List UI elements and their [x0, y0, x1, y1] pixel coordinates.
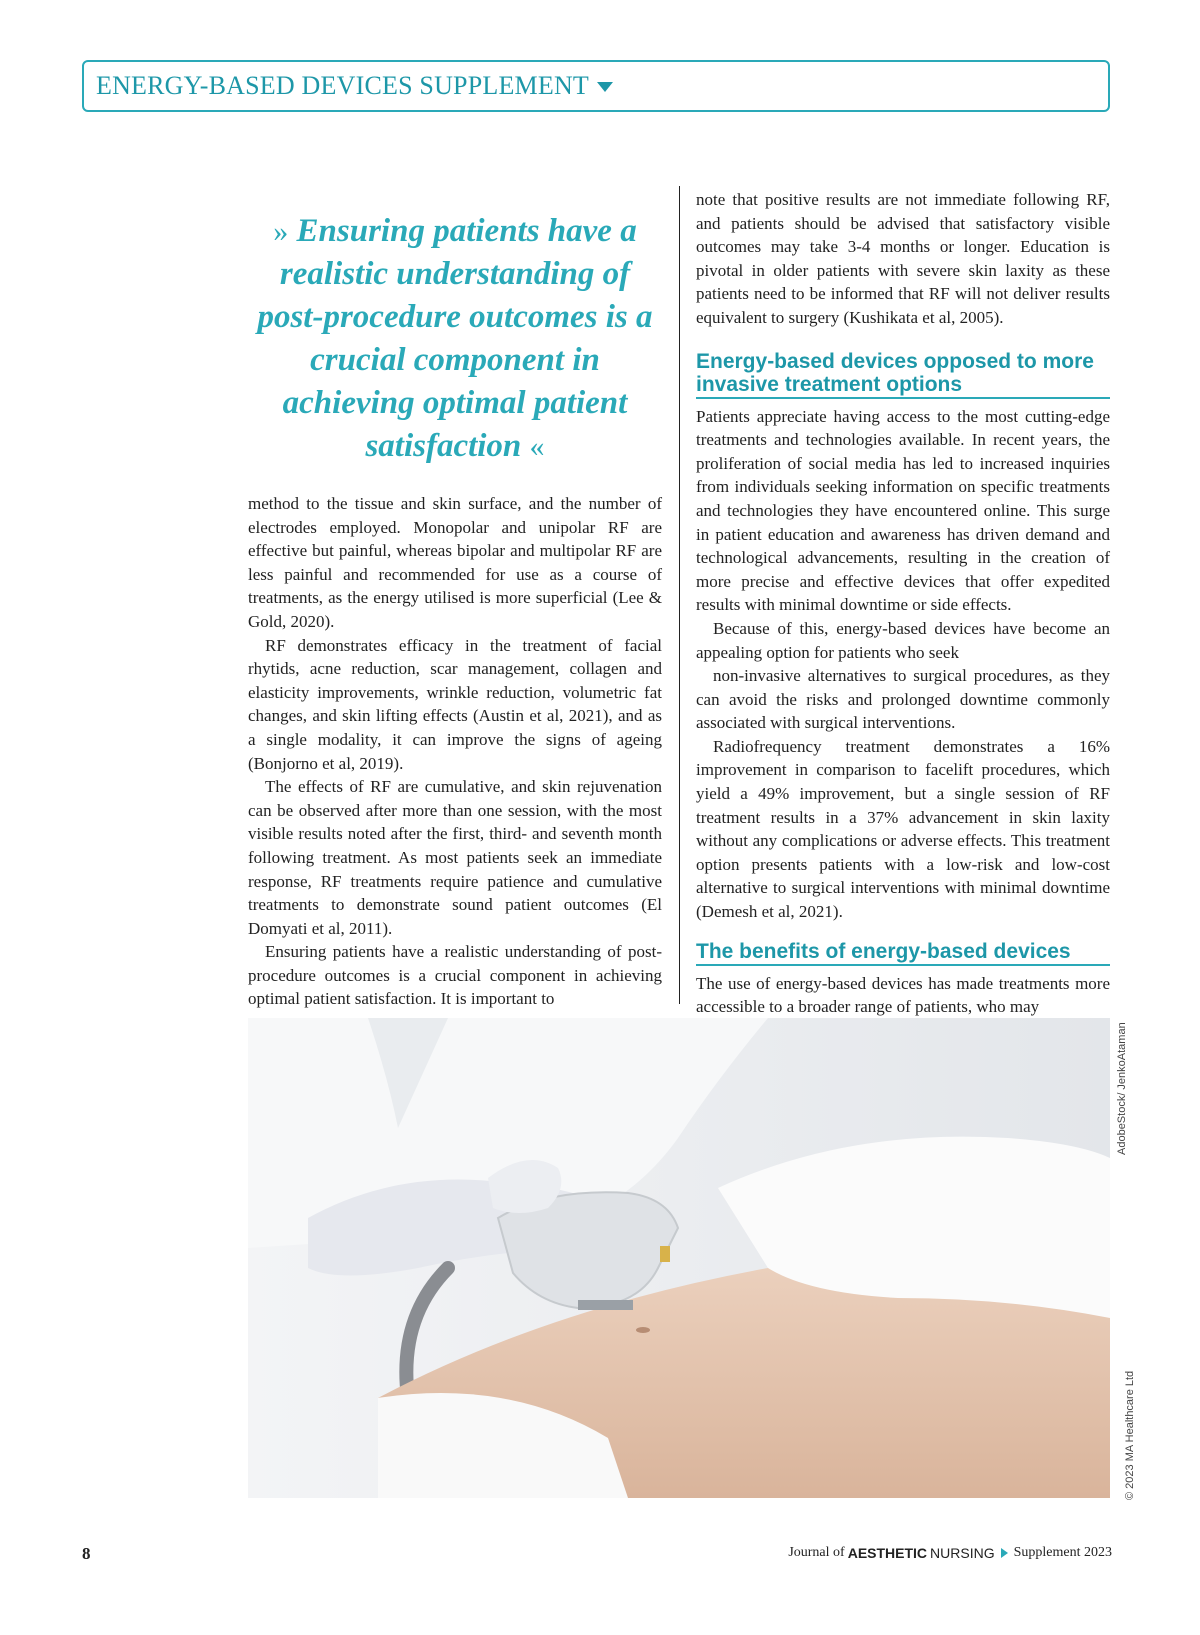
pull-quote-close-mark: «: [529, 430, 545, 463]
body-paragraph: note that positive results are not immediate following RF, and patients should be advised that satisfactory visible outcomes may take 3-4 months or longer. Education is pivotal in older patients with severe skin laxity as these patients need to be informed that RF will not deliver results equivalent to surgery (Kushikata et al, 2005).: [696, 190, 1110, 327]
treatment-photo: [248, 1018, 1110, 1498]
right-column: [696, 188, 1110, 1019]
pull-quote: [248, 210, 662, 468]
section-heading-text: The benefits of energy-based devices: [696, 939, 1071, 963]
handpiece-label: [660, 1246, 670, 1262]
body-paragraph: non-invasive alternatives to surgical procedures, as they can avoid the risks and prolonged downtime commonly associated with surgical interventions.: [696, 666, 1110, 733]
section-banner: [82, 60, 1110, 112]
photo-illustration: [248, 1018, 1110, 1498]
body-paragraph: The effects of RF are cumulative, and skin rejuvenation can be observed after more than one session, with the most visible results noted after the first, third- and seventh month following treatment. As most patients seek an immediate response, RF treatments require patience and cumulative treatments to demonstrate sound patient outcomes (El Domyati et al, 2011).: [248, 777, 662, 938]
section-heading: Energy-based devices opposed to more invasive treatment options: [696, 350, 1110, 399]
page-number: 8: [82, 1544, 91, 1563]
journal-name-rest: NURSING: [930, 1545, 995, 1561]
left-column: [248, 194, 662, 1011]
body-paragraph: Ensuring patients have a realistic understanding of post-procedure outcomes is a crucial component in achieving optimal patient satisfaction. It is important to: [248, 942, 662, 1009]
body-paragraph: Patients appreciate having access to the most cutting-edge treatments and technologies available. In recent years, the proliferation of social media has led to increased inquiries from individuals seeking information on specific treatments and technologies they have encountered online. This surge in patient education and awareness has driven demand and technological advancements, resulting in the creation of more precise and effective devices that offer expedited results with minimal downtime or side effects.: [696, 406, 1110, 615]
pull-quote-text: Ensuring patients have a realistic understanding of post-procedure outcomes is a crucial component in achieving optimal patient satisfaction: [257, 213, 653, 464]
issue-label: Supplement 2023: [1013, 1545, 1112, 1560]
copyright-notice: © 2023 MA Healthcare Ltd: [1124, 1370, 1136, 1500]
handpiece-tip: [578, 1300, 633, 1310]
body-paragraph: method to the tissue and skin surface, and the number of electrodes employed. Monopolar and unipolar RF are effective but painful, whereas bipolar and multipolar RF are less painful and recommended for use as a course of treatments, as the energy utilised is more superficial (Lee & Gold, 2020).: [248, 494, 662, 631]
banner-title: ENERGY-BASED DEVICES SUPPLEMENT: [96, 71, 590, 100]
journal-prefix: Journal of: [788, 1545, 845, 1560]
pull-quote-open-mark: »: [273, 215, 289, 248]
body-paragraph: Because of this, energy-based devices have become an appealing option for patients who seek: [696, 618, 1110, 662]
triangle-down-icon: [597, 82, 613, 92]
journal-name-bold: AESTHETIC: [847, 1545, 928, 1561]
body-paragraph: RF demonstrates efficacy in the treatment of facial rhytids, acne reduction, scar management, collagen and elasticity improvements, wrinkle reduction, volumetric fat changes, and skin lifting effects (Austin et al, 2021), and as a single modality, it can improve the signs of ageing (Bonjorno et al, 2019).: [248, 635, 662, 773]
body-paragraph: Radiofrequency treatment demonstrates a 16% improvement in comparison to facelift procedures, which yield a 49% improvement, but a single session of RF treatment results in a 37% advancement in skin laxity without any complications or adverse effects. This treatment option presents patients with a low-risk and low-cost alternative to surgical interventions with minimal downtime (Demesh et al, 2021).: [696, 736, 1110, 922]
journal-footer: [788, 1545, 1112, 1561]
triangle-right-icon: [1001, 1548, 1008, 1558]
body-paragraph: The use of energy-based devices has made treatments more accessible to a broader range of patients, who may: [696, 973, 1110, 1017]
navel: [636, 1327, 650, 1333]
section-heading: [696, 940, 1110, 966]
photo-credit: AdobeStock/ JenkoAtaman: [1116, 1022, 1128, 1155]
column-divider: [679, 186, 680, 1004]
